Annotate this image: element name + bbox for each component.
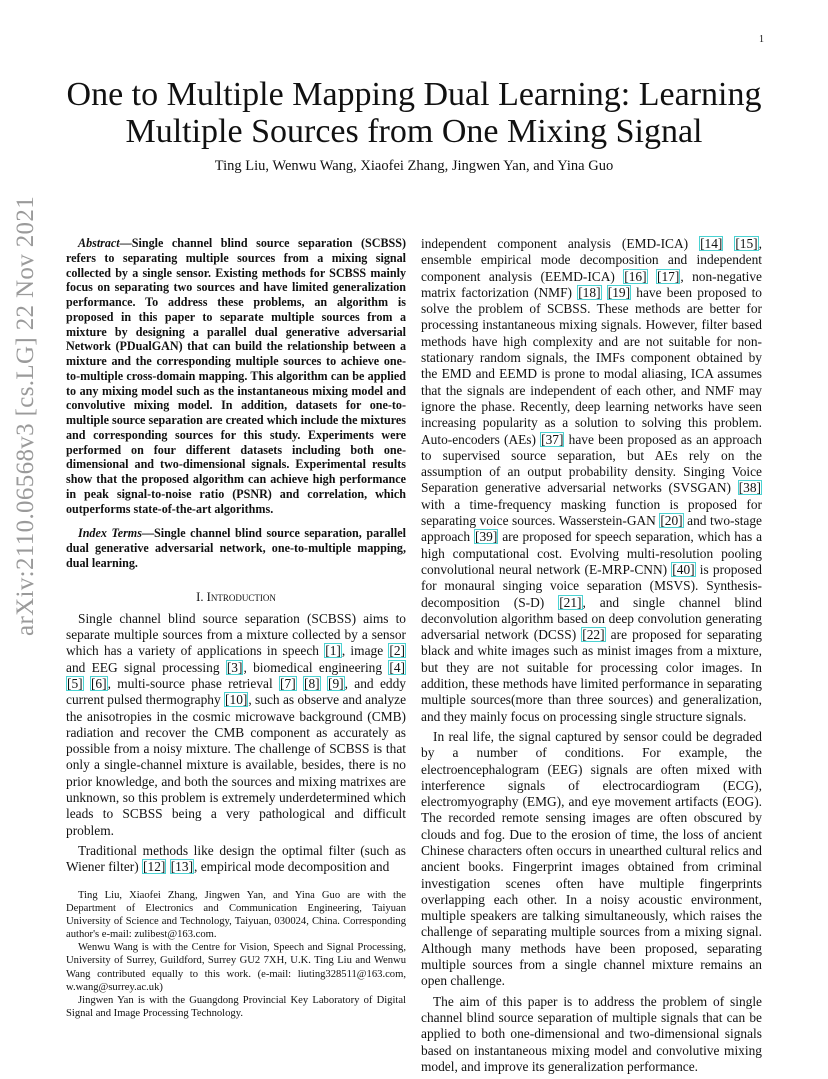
left-column bbox=[66, 236, 406, 880]
footnote-affiliation-2: Wenwu Wang is with the Centre for Vision, Speech and Signal Processing, University of Surrey, Guildford, Surrey GU2 7XH, U.K. Ting Liu and Wenwu Wang contributed equally to this work. (e-mail: liuting328511@163.com, w.wang@surrey.ac.uk) bbox=[66, 942, 406, 993]
citation-link[interactable]: [40] bbox=[672, 561, 695, 577]
citation-link[interactable]: [14] bbox=[700, 236, 723, 251]
intro-paragraph-3: In real life, the signal captured by sensor could be degraded by a number of conditions. For example, the electroencephalogram (EEG) signals are often mixed with interference signals of electrocardiogram (ECG), electromyography (EMG), and eye movement artifacts (EOG). The recorded remote sensing images are often obscured by clouds and fog. Due to the erosion of time, the loss of ancient Chinese characters often occurs in unearthed cultural relics and ancient books. Fingerprint images obtained from criminal investigation scenes often have multiple fingerprints overlapping each other. In a noisy acoustic environment, multiple speakers are talking simultaneously, which raises the challenge of separating multiple sources from a mixing signal. Although many methods have been proposed, separating multiple sources from a single channel mixture remains an open challenge. bbox=[421, 728, 762, 989]
citation-link[interactable]: [18] bbox=[578, 284, 601, 300]
citation-link[interactable]: [3] bbox=[226, 659, 243, 675]
citation-link[interactable]: [17] bbox=[657, 268, 680, 284]
abstract-label: Abstract bbox=[78, 236, 120, 250]
right-column bbox=[421, 236, 762, 1079]
intro-paragraph-2-continued: independent component analysis (EMD-ICA) [14] [15], ensemble empirical mode decomposition and independent component analysis (EEMD-ICA) [16] [17], non-negative matrix factorization (NMF) [18] [19] have been proposed to solve the problem of SCBSS. These methods are better for processing instantaneous mixing signals. However, filter based methods have high complexity and are not suitable for non-stationary random signals, the IMFs component obtained by the EMD and EEMD is prone to modal aliasing, ICA assumes that the signals are independent of each other, and NMF may ignore the phase. Recently, deep learning networks have seen increasing popularity as a solution to solving this problem. Auto-encoders (AEs) [37] have been proposed as an approach to supervised source separation, but AEs rely on the assumption of an output probability density. Singing Voice Separation generative adversarial networks (SVSGAN) [38] with a time-frequency masking function is proposed for separating voice sources. Wasserstein-GAN [20] and two-stage approach [39] are proposed for speech separation, which has a high computational cost. Evolving multi-resolution pooling convolutional neural network (E-MRP-CNN) [40] is proposed for monaural singing voice separation (MSVS). Synthesis-decomposition (S-D) [21], and single channel blind deconvolution algorithm based on deep convolution generating adversarial network (DCSS) [22] are proposed for separating black and white images such as minist images from a mixture, but they are not suitable for processing color images. In addition, these methods have limited performance in separating multiple sources(more than three sources) and generalization, and they mainly focus on processing single structure signals. bbox=[421, 236, 763, 724]
author-list: Ting Liu, Wenwu Wang, Xiaofei Zhang, Jingwen Yan, and Yina Guo bbox=[214, 158, 614, 174]
citation-link[interactable]: [9] bbox=[327, 675, 344, 691]
index-terms-text: —Single channel blind source separation, parallel dual generative adversarial network, one-to-multiple mapping, dual learning. bbox=[66, 526, 406, 570]
intro-paragraph-4: The aim of this paper is to address the problem of single channel blind source separation of multiple signals that can be applied to both one-dimensional and two-dimensional signals based on instantaneous mixing model and convolutive mixing model, and improve its generalization performance. bbox=[421, 993, 762, 1074]
section-heading bbox=[66, 589, 406, 605]
paper-title: One to Multiple Mapping Dual Learning: Learning Multiple Sources from One Mixing Signal bbox=[66, 76, 762, 150]
citation-link[interactable]: [8] bbox=[304, 675, 320, 691]
citation-link[interactable]: [4] bbox=[389, 659, 405, 675]
section-title: Introduction bbox=[206, 589, 276, 604]
citation-link[interactable]: [39] bbox=[475, 529, 498, 545]
page-number: 1 bbox=[759, 34, 764, 45]
footnotes bbox=[66, 889, 406, 1020]
citation-link[interactable]: [21] bbox=[559, 594, 582, 610]
arxiv-side-stamp: arXiv:2110.06568v3 [cs.LG] 22 Nov 2021 bbox=[12, 195, 39, 636]
abstract-text: —Single channel blind source separation (SCBSS) refers to separating multiple sources from a mixing signal collected by a single sensor. Existing methods for SCBSS mainly focus on separating two sources and have limited generalization performance. To address these problems, an algorithm is proposed in this paper to separate multiple sources from a mixture by designing a parallel dual generative adversarial Network (PDualGAN) that can build the relationship between a mixture and the corresponding multiple sources to achieve one-to-multiple cross-domain mapping. This algorithm can be applied to any mixing model such as the instantaneous mixing model and convolutive mixing model. In addition, datasets for one-to-multiple source separation are created which include the mixtures and corresponding sources for this study. Experiments were performed on four different datasets including both one-dimensional and two-dimensional signals. Experimental results show that the proposed algorithm can achieve high performance in peak signal-to-noise ratio (PSNR) and correlation, which outperforms state-of-the-art algorithms. bbox=[66, 236, 406, 516]
citation-link[interactable]: [38] bbox=[738, 480, 761, 496]
intro-paragraph-2: Traditional methods like design the optimal filter (such as Wiener filter) [12] [13], empirical mode decomposition and bbox=[66, 842, 406, 875]
footnote-affiliation-1: Ting Liu, Xiaofei Zhang, Jingwen Yan, and Yina Guo are with the Department of Electronics and Communication Engineering, Taiyuan University of Science and Technology, Taiyuan, 030024, China. Corresponding author's e-mail: zulibest@163.com. bbox=[66, 890, 406, 941]
citation-link[interactable]: [1] bbox=[325, 643, 341, 659]
abstract bbox=[66, 236, 406, 516]
citation-link[interactable]: [19] bbox=[607, 284, 631, 300]
index-terms bbox=[66, 526, 406, 570]
citation-link[interactable]: [7] bbox=[280, 675, 296, 691]
citation-link[interactable]: [20] bbox=[660, 513, 683, 529]
footnote-affiliation-3: Jingwen Yan is with the Guangdong Provincial Key Laboratory of Digital Signal and Image Processing Technology. bbox=[66, 994, 406, 1019]
citation-link[interactable]: [10] bbox=[225, 692, 248, 708]
index-terms-label: Index Terms bbox=[78, 526, 142, 541]
intro-paragraph-1: Single channel blind source separation (SCBSS) aims to separate multiple sources from a mixture collected by a sensor which has a variety of applications in speech [1], image [2] and EEG signal processing [3], biomedical engineering [4] [5] [6], multi-source phase retrieval [7] [8] [9], and eddy current pulsed thermography [10], such as observe and analyze the anisotropies in the cosmic microwave background (CMB) radiation and recover the CMB component as accurately as possible from a noisy mixture. The challenge of SCBSS is that only a single-channel mixture is available, besides, there is no prior knowledge, and both the sources and mixing matrixes are unknown, so this problem is extremely underdetermined which leads to SCBSS being a very pathological and difficult problem. bbox=[66, 610, 407, 838]
citation-link[interactable]: [37] bbox=[541, 431, 564, 447]
citation-link[interactable]: [2] bbox=[389, 643, 406, 659]
section-number: I. bbox=[196, 589, 204, 604]
citation-link[interactable]: [5] bbox=[67, 675, 83, 691]
citation-link[interactable]: [15] bbox=[735, 236, 758, 251]
citation-link[interactable]: [13] bbox=[170, 859, 194, 875]
citation-link[interactable]: [22] bbox=[582, 627, 605, 643]
citation-link[interactable]: [16] bbox=[624, 268, 647, 284]
citation-link[interactable]: [6] bbox=[90, 675, 107, 691]
citation-link[interactable]: [12] bbox=[143, 859, 166, 875]
